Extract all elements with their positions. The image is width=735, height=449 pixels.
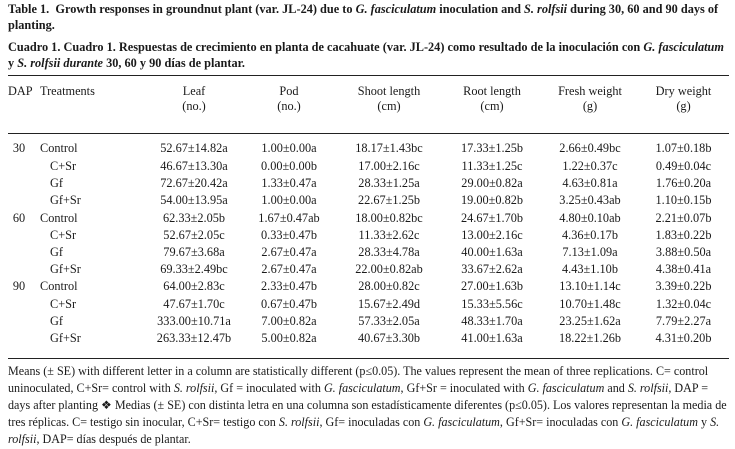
cell-leaf: 62.33±2.05b — [162, 210, 226, 225]
cell-treatment: Control — [40, 141, 78, 156]
cell-dry: 4.38±0.41a — [655, 262, 712, 277]
cell-shoot: 28.33±1.25a — [358, 176, 420, 191]
header-shoot-length: Shoot length (cm) — [357, 84, 421, 113]
caption-label: Cuadro 1. — [8, 40, 61, 54]
cell-root: 40.00±1.63a — [461, 245, 523, 260]
header-rule — [8, 133, 729, 134]
cell-treatment: Gf+Sr — [50, 262, 81, 277]
cell-shoot: 18.17±1.43bc — [355, 141, 423, 156]
cell-fresh: 4.80±0.10ab — [559, 210, 621, 225]
table-row — [8, 313, 729, 330]
cell-root: 15.33±5.56c — [461, 296, 523, 311]
cell-dap — [8, 192, 34, 209]
cell-pod: 0.67±0.47b — [261, 296, 317, 311]
cell-treatment: Gf — [50, 245, 63, 260]
cell-dry: 7.79±2.27a — [655, 313, 712, 328]
header-treatments: Treatments — [40, 84, 95, 98]
header-dry-weight: Dry weight (g) — [655, 84, 712, 113]
cell-leaf: 47.67±1.70c — [163, 296, 225, 311]
cell-shoot: 15.67±2.49d — [357, 296, 421, 311]
table-row — [8, 132, 729, 158]
cell-treatment: C+Sr — [50, 227, 77, 242]
table-row — [8, 278, 729, 295]
cell-shoot: 22.67±1.25b — [357, 193, 421, 208]
cell-leaf: 72.67±20.42a — [160, 176, 228, 191]
cell-treatment: Gf+Sr — [50, 193, 81, 208]
cell-treatment: Gf — [50, 313, 63, 328]
table-row — [8, 192, 729, 209]
cell-shoot: 22.00±0.82ab — [355, 262, 423, 277]
cell-treatment: Control — [40, 279, 78, 294]
cell-fresh: 18.22±1.26b — [558, 331, 622, 346]
cell-dry: 2.21±0.07b — [655, 210, 712, 225]
cell-root: 33.67±2.62a — [461, 262, 523, 277]
cell-pod: 1.67±0.47ab — [258, 210, 320, 225]
cell-pod: 0.00±0.00b — [261, 159, 317, 173]
table-caption-spanish — [8, 40, 730, 71]
cell-shoot: 40.67±3.30b — [357, 331, 421, 346]
caption-text: Growth responses in groundnut plant (var. JL-24) due to G. fasciculatum inoculation and S. rolfsii during 30, 60 and 90 days of planting. — [8, 2, 719, 32]
header-root-length: Root length (cm) — [463, 84, 521, 113]
cell-leaf: 333.00±10.71a — [157, 313, 231, 328]
cell-root: 17.33±1.25b — [460, 141, 524, 156]
cell-leaf: 64.00±2.83c — [163, 279, 225, 294]
cell-pod: 2.33±0.47b — [261, 279, 317, 294]
cell-dap: 90 — [12, 279, 26, 294]
cell-fresh: 10.70±1.48c — [559, 296, 621, 311]
cell-shoot: 17.00±2.16c — [358, 159, 420, 173]
cell-pod: 2.67±0.47a — [261, 262, 317, 277]
growth-response-table — [8, 84, 729, 347]
cell-leaf: 52.67±2.05c — [163, 227, 225, 242]
cell-root: 24.67±1.70b — [460, 210, 524, 225]
cell-root: 48.33±1.70a — [461, 313, 523, 328]
cell-pod: 2.67±0.47a — [261, 245, 317, 260]
cell-dap — [8, 296, 34, 313]
table-row — [8, 330, 729, 347]
cell-pod: 1.00±0.00a — [261, 193, 317, 208]
table-bottom-rule — [8, 358, 729, 359]
cell-dap: 60 — [12, 210, 26, 225]
cell-dry: 1.10±0.15b — [655, 193, 712, 208]
table-row — [8, 210, 729, 227]
cell-dry: 0.49±0.04c — [655, 159, 712, 173]
cell-pod: 0.33±0.47b — [261, 227, 317, 242]
header-dap: DAP — [8, 84, 33, 98]
header-row — [8, 84, 729, 132]
cell-treatment: Gf — [50, 176, 63, 191]
cell-dap — [8, 261, 34, 278]
cell-treatment: Control — [40, 210, 78, 225]
cell-shoot: 57.33±2.05a — [358, 313, 420, 328]
cell-fresh: 4.63±0.81a — [562, 176, 618, 191]
cell-fresh: 23.25±1.62a — [559, 313, 621, 328]
cell-shoot: 28.00±0.82c — [358, 279, 420, 294]
cell-dry: 1.32±0.04c — [655, 296, 712, 311]
table-row — [8, 296, 729, 313]
cell-shoot: 11.33±2.62c — [358, 227, 420, 242]
cell-dry: 1.76±0.20a — [655, 176, 712, 191]
table-caption-english — [8, 2, 730, 33]
cell-dap — [8, 227, 34, 244]
cell-dap — [8, 175, 34, 192]
table-top-rule — [8, 75, 729, 76]
cell-dry: 3.88±0.50a — [655, 245, 712, 260]
caption-label: Table 1. — [8, 2, 50, 16]
table-footnotes: Means (± SE) with different letter in a column are statistically different (p≤0.05). The values represent the mean of three replications. C= control uninoculated, C+Sr= control with S. rolfsii, Gf = inoculated with G. fasciculatum, Gf+Sr = inoculated with G. fasciculatum and S. rolfsii, DAP = days after planting ❖ Medias (± SE) con distinta letra en una columna son estadísticamente diferentes (p≤0.05). Los valores representan la media de tres réplicas. C= testigo sin inocular, C+Sr= testigo con S. rolfsii, Gf= inoculadas con G. fasciculatum, Gf+Sr= inoculadas con G. fasciculatum y S. rolfsii, DAP= días después de plantar. — [8, 364, 727, 446]
cell-root: 29.00±0.82a — [461, 176, 523, 191]
cell-pod: 7.00±0.82a — [261, 313, 317, 328]
cell-leaf: 52.67±14.82a — [160, 141, 228, 156]
cell-leaf: 79.67±3.68a — [163, 245, 225, 260]
header-fresh-weight: Fresh weight (g) — [558, 84, 622, 113]
cell-leaf: 69.33±2.49bc — [160, 262, 228, 277]
cell-dry: 1.07±0.18b — [655, 141, 712, 156]
table-body — [8, 132, 729, 347]
cell-leaf: 54.00±13.95a — [160, 193, 228, 208]
cell-fresh: 3.25±0.43ab — [559, 193, 621, 208]
cell-dap — [8, 158, 34, 175]
cell-dap: 30 — [12, 141, 26, 156]
table-row — [8, 244, 729, 261]
header-leaf: Leaf (no.) — [182, 84, 206, 113]
table-row — [8, 261, 729, 278]
table-row — [8, 227, 729, 244]
cell-shoot: 28.33±4.78a — [358, 245, 420, 260]
cell-root: 27.00±1.63b — [460, 279, 524, 294]
cell-leaf: 46.67±13.30a — [160, 159, 228, 173]
cell-dap — [8, 330, 34, 347]
cell-leaf: 263.33±12.47b — [156, 331, 232, 346]
cell-dry: 4.31±0.20b — [655, 331, 712, 346]
cell-pod: 5.00±0.82a — [261, 331, 317, 346]
cell-fresh: 2.66±0.49bc — [559, 141, 621, 156]
cell-treatment: C+Sr — [50, 159, 77, 173]
cell-root: 11.33±1.25c — [461, 159, 523, 173]
cell-fresh: 1.22±0.37c — [562, 159, 618, 173]
cell-root: 41.00±1.63a — [461, 331, 523, 346]
cell-shoot: 18.00±0.82bc — [355, 210, 423, 225]
cell-fresh: 4.36±0.17b — [562, 227, 618, 242]
cell-fresh: 7.13±1.09a — [562, 245, 618, 260]
table-row — [8, 175, 729, 192]
cell-fresh: 4.43±1.10b — [562, 262, 618, 277]
cell-dap — [8, 313, 34, 330]
cell-treatment: Gf+Sr — [50, 331, 81, 346]
header-pod: Pod (no.) — [277, 84, 301, 113]
cell-pod: 1.33±0.47a — [261, 176, 317, 191]
table-row — [8, 158, 729, 175]
cell-fresh: 13.10±1.14c — [559, 279, 621, 294]
cell-dry: 3.39±0.22b — [655, 279, 712, 294]
cell-root: 13.00±2.16c — [461, 227, 523, 242]
caption-text: Cuadro 1. Respuestas de crecimiento en planta de cacahuate (var. JL-24) como resultado de la inoculación con G. fasciculatum y S. rolfsii durante 30, 60 y 90 días de plantar. — [8, 40, 724, 70]
cell-root: 19.00±0.82b — [460, 193, 524, 208]
cell-treatment: C+Sr — [50, 296, 77, 311]
cell-pod: 1.00±0.00a — [261, 141, 317, 156]
cell-dry: 1.83±0.22b — [655, 227, 712, 242]
cell-dap — [8, 244, 34, 261]
